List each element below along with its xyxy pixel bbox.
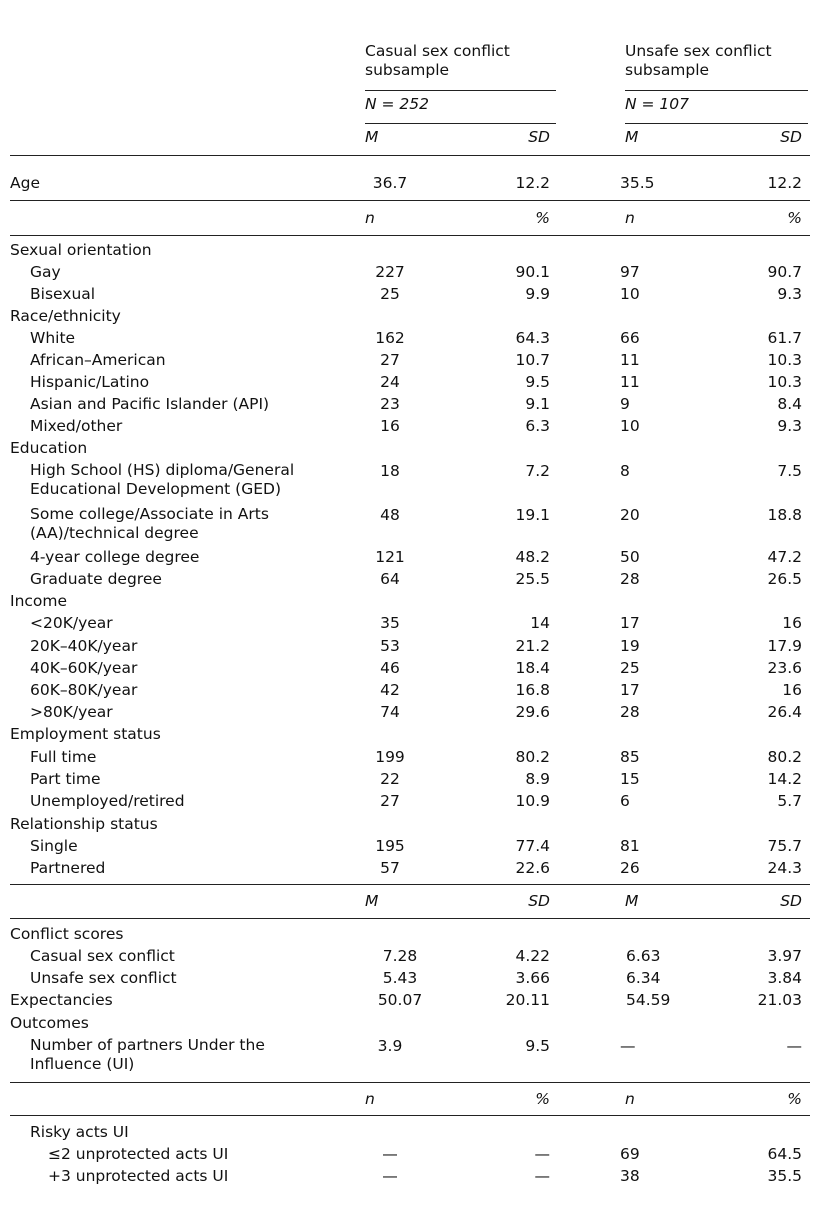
cell: 90.7 [767,263,802,281]
cell: 20.11 [505,991,550,1009]
section-label: Outcomes [10,1014,89,1032]
cell: 21.03 [757,991,802,1009]
cell: 20 [620,506,640,524]
row-label: Partnered [30,859,106,877]
col3-m-header: M [625,892,639,910]
group1-header: Casual sex conflict subsample [365,42,510,79]
cell: 16 [782,681,802,699]
cell: 8.4 [777,395,802,413]
cell: 26 [620,859,640,877]
col4-sd-header: SD [780,128,802,146]
cell: 7.28 [382,947,418,965]
cell: 10.3 [767,373,802,391]
subheader-rule [10,918,810,919]
row-label: Mixed/other [30,417,123,435]
row-label: Part time [30,770,101,788]
cell: 199 [375,748,405,766]
cell: 66 [620,329,640,347]
cell: — [382,1145,398,1163]
cell: 227 [375,263,405,281]
section-label: Education [10,439,88,457]
cell: — [382,1167,398,1185]
cell: 121 [375,548,405,566]
cell: 64 [380,570,400,588]
cell: 81 [620,837,640,855]
cell: 77.4 [515,837,550,855]
cell: 80.2 [767,748,802,766]
cell: 7.5 [777,462,802,480]
row-label: Casual sex conflict [30,947,175,965]
cell: 24.3 [767,859,802,877]
cell: 18.4 [515,659,550,677]
cell: 19 [620,637,640,655]
section-label: Risky acts UI [30,1123,129,1141]
cell: 10.3 [767,351,802,369]
cell: 50 [620,548,640,566]
header-rule [10,155,810,156]
cell: 8 [620,462,630,480]
cell: 22 [380,770,400,788]
section-label: Conflict scores [10,925,124,943]
cell: 3.9 [377,1037,403,1055]
cell: 23.6 [767,659,802,677]
group2-rule [625,90,808,91]
cell: 74 [380,703,400,721]
cell: 5.43 [382,969,418,987]
cell: 27 [380,351,400,369]
cell: 7.2 [525,462,550,480]
cell: 26.5 [767,570,802,588]
cell: 75.7 [767,837,802,855]
cell: 85 [620,748,640,766]
row-label: 60K–80K/year [30,681,138,699]
cell: 14.2 [767,770,802,788]
cell: — [620,1037,636,1055]
cell: 10 [620,285,640,303]
cell: 11 [620,351,640,369]
cell: 17 [620,681,640,699]
cell: 21.2 [515,637,550,655]
col2-pct-header: % [535,1090,550,1108]
col2-sd-header: SD [528,892,550,910]
age-c2: 12.2 [515,174,550,192]
group1-n: N = 252 [365,95,430,113]
cell: 5.7 [777,792,802,810]
cell: 10.7 [515,351,550,369]
cell: 25 [620,659,640,677]
col3-n-header: n [625,209,635,227]
row-label: 40K–60K/year [30,659,138,677]
row-label: >80K/year [30,703,113,721]
cell: 48 [380,506,400,524]
age-c3: 35.5 [620,174,655,192]
cell: 53 [380,637,400,655]
section-label: Employment status [10,725,161,743]
cell: 64.3 [515,329,550,347]
cell: 9.5 [525,1037,550,1055]
row-label: <20K/year [30,614,113,632]
cell: 3.84 [767,969,802,987]
cell: 9.5 [525,373,550,391]
section-rule [10,1082,810,1083]
group2-header: Unsafe sex conflict subsample [625,42,772,79]
cell: 57 [380,859,400,877]
cell: 48.2 [515,548,550,566]
cell: 3.66 [515,969,550,987]
cell: 25.5 [515,570,550,588]
cell: 9.3 [777,417,802,435]
cell: 11 [620,373,640,391]
cell: 42 [380,681,400,699]
row-label: Number of partners Under the Influence (UI) [30,1036,265,1073]
cell: 9 [620,395,630,413]
col2-pct-header: % [535,209,550,227]
row-label: 4-year college degree [30,548,200,566]
col1-m-header: M [365,128,379,146]
section-label: Sexual orientation [10,241,152,259]
cell: 16 [380,417,400,435]
section-label: Income [10,592,68,610]
col2-sd-header: SD [528,128,550,146]
cell: 17.9 [767,637,802,655]
group2-n: N = 107 [625,95,690,113]
cell: 97 [620,263,640,281]
cell: 16.8 [515,681,550,699]
cell: 22.6 [515,859,550,877]
col4-sd-header: SD [780,892,802,910]
section-rule [10,884,810,885]
col3-n-header: n [625,1090,635,1108]
cell: 9.1 [525,395,550,413]
age-label: Age [10,174,40,192]
cell: 9.3 [777,285,802,303]
cell: 6.34 [626,969,661,987]
row-label: Gay [30,263,61,281]
subheader-rule [10,235,810,236]
group1-rule [365,90,556,91]
group2-n-rule [625,123,808,124]
col1-m-header: M [365,892,379,910]
cell: — [534,1145,550,1163]
cell: 61.7 [767,329,802,347]
row-label: Some college/Associate in Arts (AA)/technical degree [30,505,269,542]
row-label: ≤2 unprotected acts UI [48,1145,229,1163]
row-label: Hispanic/Latino [30,373,150,391]
cell: 10 [620,417,640,435]
cell: 38 [620,1167,640,1185]
cell: 26.4 [767,703,802,721]
row-label: 20K–40K/year [30,637,138,655]
cell: 10.9 [515,792,550,810]
age-c4: 12.2 [767,174,802,192]
cell: 4.22 [515,947,550,965]
age-c1: 36.7 [372,174,408,192]
cell: 24 [380,373,400,391]
cell: 27 [380,792,400,810]
cell: 28 [620,703,640,721]
cell: 19.1 [515,506,550,524]
cell: 50.07 [377,991,423,1009]
cell: 35.5 [767,1167,802,1185]
cell: 64.5 [767,1145,802,1163]
row-label: +3 unprotected acts UI [48,1167,229,1185]
row-label: Unemployed/retired [30,792,185,810]
cell: 6.3 [525,417,550,435]
col4-pct-header: % [787,1090,802,1108]
col3-m-header: M [625,128,639,146]
row-label: Asian and Pacific Islander (API) [30,395,270,413]
cell: 162 [375,329,405,347]
cell: 18.8 [767,506,802,524]
cell: 6.63 [626,947,661,965]
cell: 69 [620,1145,640,1163]
section-label: Race/ethnicity [10,307,121,325]
group1-n-rule [365,123,556,124]
row-label: Bisexual [30,285,96,303]
cell: — [786,1037,802,1055]
cell: 9.9 [525,285,550,303]
cell: 15 [620,770,640,788]
cell: 35 [380,614,400,632]
cell: 23 [380,395,400,413]
cell: 90.1 [515,263,550,281]
cell: 17 [620,614,640,632]
col4-pct-header: % [787,209,802,227]
cell: 46 [380,659,400,677]
cell: 195 [375,837,405,855]
age-rule [10,200,810,201]
row-label: High School (HS) diploma/General Educational Development (GED) [30,461,295,498]
row-label: African–American [30,351,166,369]
cell: 54.59 [626,991,671,1009]
cell: 6 [620,792,630,810]
row-label: Single [30,837,78,855]
section-label: Relationship status [10,815,158,833]
cell: 3.97 [767,947,802,965]
cell: 16 [782,614,802,632]
row-label: Graduate degree [30,570,162,588]
cell: 29.6 [515,703,550,721]
cell: — [534,1167,550,1185]
cell: 25 [380,285,400,303]
cell: 47.2 [767,548,802,566]
col1-n-header: n [365,209,375,227]
cell: 18 [380,462,400,480]
row-label: Full time [30,748,97,766]
cell: 28 [620,570,640,588]
col1-n-header: n [365,1090,375,1108]
row-label: White [30,329,76,347]
subheader-rule [10,1115,810,1116]
row-label: Expectancies [10,991,113,1009]
row-label: Unsafe sex conflict [30,969,177,987]
cell: 14 [530,614,550,632]
cell: 80.2 [515,748,550,766]
cell: 8.9 [525,770,550,788]
